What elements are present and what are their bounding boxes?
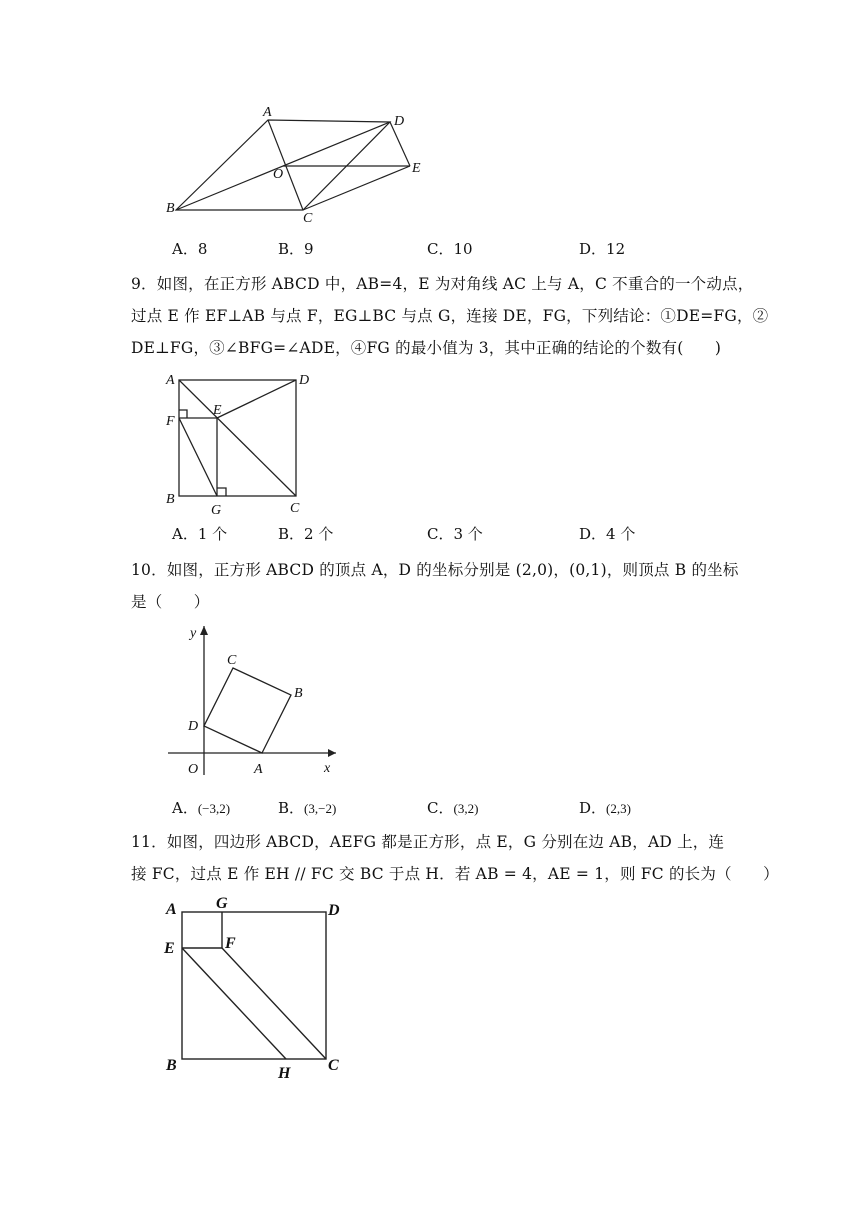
q10-figure [160, 620, 350, 780]
q9-options [172, 523, 772, 547]
q9-right-angle-f [179, 410, 187, 418]
q10-options [172, 797, 772, 821]
q10-option-d-letter: D． [579, 799, 607, 817]
q8-diagonal-ac [268, 120, 303, 210]
q9-right-angle-g [217, 488, 226, 496]
q10-label-x: x [324, 761, 331, 776]
q10-label-o: O [188, 762, 199, 777]
q11-square-aefg [182, 912, 222, 948]
q10-option-b-value: (3,−2) [304, 801, 337, 816]
q10-text-line-1: 10．如图，正方形 ABCD 的顶点 A，D 的坐标分别是 (2,0)，(0,1)，则顶点 B 的坐标 [131, 561, 739, 579]
q9-option-b[interactable]: B．2 个 [278, 525, 334, 543]
q9-text-line-2: 过点 E 作 EF⊥AB 与点 F，EG⊥BC 与点 G，连接 DE，FG，下列结论：①DE=FG，② [131, 307, 769, 325]
q11-label-d: D [328, 902, 340, 919]
q10-option-a-value: (−3,2) [197, 801, 231, 816]
q8-label-e: E [412, 161, 421, 176]
q11-label-b: B [166, 1057, 177, 1074]
q11-label-f: F [225, 935, 236, 952]
q8-label-a: A [263, 105, 272, 120]
q10-square [204, 668, 291, 753]
q9-label-d: D [299, 373, 310, 388]
q11-label-c: C [328, 1057, 339, 1074]
q10-option-d-value: (2,3) [606, 801, 631, 816]
q8-option-d[interactable]: D．12 [579, 240, 626, 258]
q9-diagram [160, 366, 330, 516]
q10-label-c: C [227, 653, 237, 668]
q9-option-c[interactable]: C．3 个 [427, 525, 483, 543]
q11-text-line-2: 接 FC，过点 E 作 EH // FC 交 BC 于点 H．若 AB = 4，AE = 1，则 FC 的长为（ ） [131, 865, 779, 883]
q9-label-g: G [211, 503, 222, 518]
q10-option-c-letter: C． [427, 799, 454, 817]
q11-label-e: E [164, 940, 175, 957]
q10-x-arrow-icon [328, 749, 336, 757]
q10-diagram [160, 620, 350, 780]
q11-label-a: A [166, 901, 177, 918]
q11-label-g: G [216, 895, 228, 912]
q8-option-b[interactable]: B．9 [278, 240, 314, 258]
q9-text-line-1: 9．如图，在正方形 ABCD 中，AB=4，E 为对角线 AC 上与 A，C 不重合的一个动点， [131, 275, 754, 293]
q10-label-a: A [254, 762, 263, 777]
q8-segment-ec [303, 166, 410, 210]
q10-option-c[interactable] [427, 797, 478, 818]
q9-label-e: E [213, 403, 222, 418]
q8-label-d: D [394, 114, 405, 129]
q8-label-o: O [273, 167, 284, 182]
q9-figure [160, 366, 330, 516]
q9-option-d[interactable]: D．4 个 [579, 525, 636, 543]
q10-label-y: y [190, 626, 197, 641]
q8-figure [160, 100, 430, 230]
q10-option-b[interactable] [278, 797, 336, 818]
q8-option-c[interactable]: C．10 [427, 240, 473, 258]
q11-label-h: H [278, 1065, 291, 1082]
q9-segment-de [217, 380, 296, 418]
q8-options [172, 238, 772, 262]
q10-label-b: B [294, 686, 303, 701]
q8-label-c: C [303, 211, 313, 226]
q9-text-line-3: DE⊥FG，③∠BFG=∠ADE，④FG 的最小值为 3，其中正确的结论的个数有( ) [131, 339, 722, 357]
q9-segment-fg [179, 418, 217, 496]
q9-label-c: C [290, 501, 300, 516]
q10-option-a-letter: A． [172, 799, 198, 817]
q10-label-d: D [188, 719, 199, 734]
q9-label-a: A [166, 373, 175, 388]
q8-diagram [160, 100, 430, 230]
q11-segment-fc [222, 948, 326, 1059]
q8-option-a[interactable]: A．8 [172, 240, 208, 258]
q9-option-a[interactable]: A．1 个 [172, 525, 228, 543]
q9-label-f: F [166, 414, 175, 429]
q10-option-b-letter: B． [278, 799, 305, 817]
q11-segment-eh [182, 948, 286, 1059]
q10-text-line-2: 是（ ） [131, 593, 210, 611]
q10-y-arrow-icon [200, 626, 208, 635]
q11-figure [160, 892, 360, 1087]
q11-diagram [160, 892, 360, 1087]
q9-diagonal-ac [179, 380, 296, 496]
q10-option-c-value: (3,2) [453, 801, 479, 816]
q10-option-a[interactable] [172, 797, 230, 818]
q10-option-d[interactable] [579, 797, 631, 818]
q8-label-b: B [166, 201, 175, 216]
q9-label-b: B [166, 492, 175, 507]
q11-text-line-1: 11．如图，四边形 ABCD，AEFG 都是正方形，点 E，G 分别在边 AB，AD 上，连 [131, 833, 725, 851]
